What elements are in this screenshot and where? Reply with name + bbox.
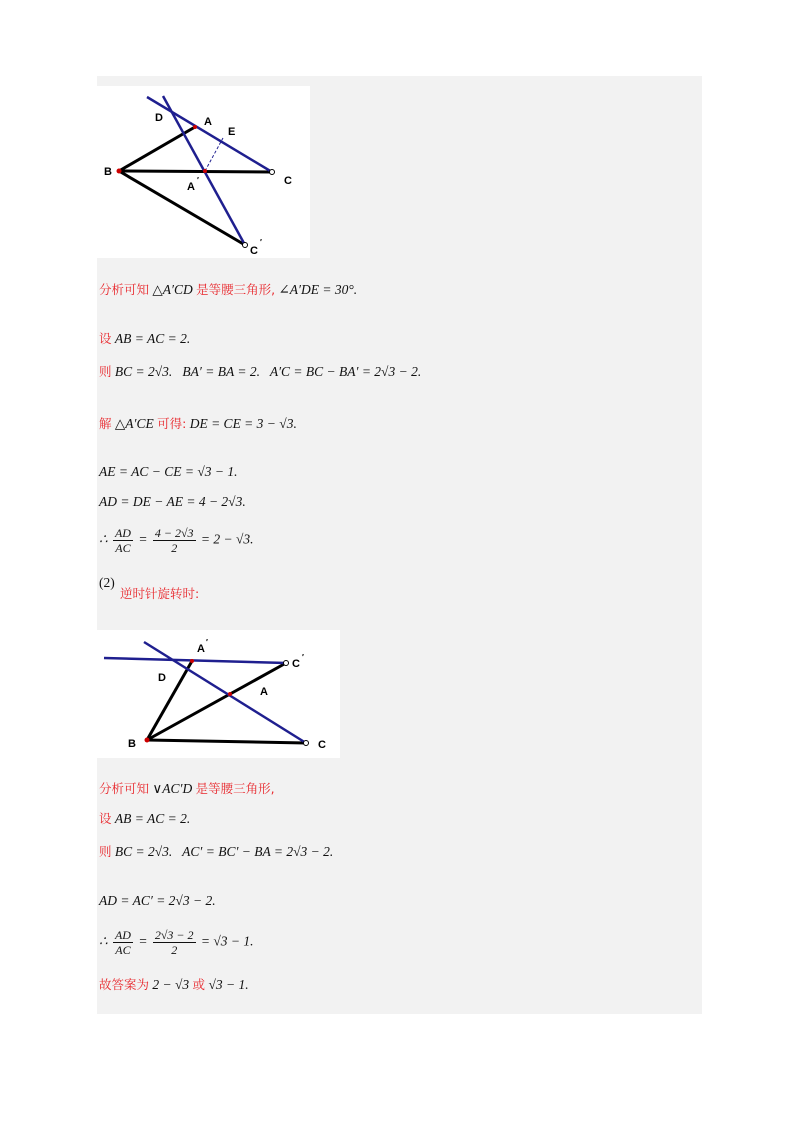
math-therefore: ∴ bbox=[99, 531, 108, 547]
line-DC bbox=[147, 97, 272, 172]
text-then: 则 bbox=[99, 364, 112, 379]
math-equals: = bbox=[138, 531, 148, 547]
math-equals: = bbox=[138, 933, 148, 949]
part2-line4 bbox=[99, 892, 216, 910]
figure-2 bbox=[97, 630, 340, 758]
math-triangle-ACE: △A′CE bbox=[114, 416, 154, 431]
point-B bbox=[145, 738, 150, 743]
text-isosceles: 是等腰三角形, bbox=[196, 282, 276, 297]
frac-denominator: 2 bbox=[171, 541, 178, 555]
part1-line5 bbox=[99, 463, 237, 481]
part2-line1 bbox=[99, 780, 275, 798]
label-C-prime-mark: ′ bbox=[302, 653, 304, 662]
math-bc: BC = 2√3. BA′ = BA = 2. A′C = BC − BA′ = 2√3 − 2. bbox=[114, 364, 422, 379]
text-obtain: 可得: bbox=[157, 416, 187, 431]
part1-line3 bbox=[99, 363, 421, 381]
math-ab-ac: AB = AC = 2. bbox=[114, 811, 191, 826]
frac-numerator: 2√3 − 2 bbox=[154, 928, 194, 942]
dashed-A-prime-E bbox=[205, 138, 223, 171]
text-let: 设 bbox=[99, 331, 112, 346]
label-A-prime: A bbox=[187, 181, 195, 193]
part-number: (2) bbox=[99, 575, 115, 590]
point-C bbox=[270, 170, 275, 175]
frac-numerator: 4 − 2√3 bbox=[154, 526, 194, 540]
math-result: = 2 − √3. bbox=[200, 531, 254, 547]
segment-BC bbox=[119, 171, 272, 172]
text-or: 或 bbox=[192, 977, 206, 992]
label-A-prime-mark: ′ bbox=[206, 638, 208, 647]
label-D: D bbox=[155, 112, 163, 124]
part2-line5 bbox=[99, 928, 254, 957]
part1-line7 bbox=[99, 526, 254, 555]
math-angle: ∠A′DE = 30°. bbox=[278, 282, 358, 297]
math-triangle-ACD: △A′CD bbox=[152, 282, 193, 297]
label-A-prime-mark: ′ bbox=[197, 176, 199, 185]
label-C: C bbox=[284, 175, 292, 187]
geometry-diagram-2 bbox=[97, 630, 340, 758]
label-A-prime: A bbox=[197, 643, 205, 655]
label-B: B bbox=[128, 738, 136, 750]
part2-line3 bbox=[99, 843, 333, 861]
part1-line4 bbox=[99, 415, 297, 433]
text-analysis-prefix: 分析可知 bbox=[99, 282, 150, 297]
text-then: 则 bbox=[99, 844, 112, 859]
label-D: D bbox=[158, 672, 166, 684]
math-ae: AE = AC − CE = √3 − 1. bbox=[99, 464, 238, 479]
math-bc: BC = 2√3. AC′ = BC′ − BA = 2√3 − 2. bbox=[114, 844, 334, 859]
geometry-diagram-1 bbox=[97, 86, 310, 258]
text-solve: 解 bbox=[99, 416, 112, 431]
frac-numerator: AD bbox=[114, 928, 131, 942]
math-result: = √3 − 1. bbox=[200, 933, 254, 949]
part2-title bbox=[120, 585, 199, 603]
label-C-prime: C bbox=[250, 245, 258, 257]
part1-line1 bbox=[99, 281, 357, 299]
point-B bbox=[117, 169, 122, 174]
point-A-prime bbox=[190, 659, 194, 663]
text-let: 设 bbox=[99, 811, 112, 826]
point-C-prime bbox=[243, 243, 248, 248]
segment-BC-prime bbox=[119, 171, 245, 245]
point-A-prime bbox=[203, 169, 207, 173]
label-C: C bbox=[318, 739, 326, 751]
text-isosceles: 是等腰三角形, bbox=[195, 781, 275, 796]
point-C-prime bbox=[284, 661, 289, 666]
label-E: E bbox=[228, 126, 236, 138]
frac-denominator: AC bbox=[115, 541, 131, 555]
frac-denominator: AC bbox=[115, 943, 131, 957]
label-A: A bbox=[204, 116, 212, 128]
label-A: A bbox=[260, 686, 268, 698]
part2-number bbox=[99, 574, 115, 592]
part1-line2 bbox=[99, 330, 190, 348]
math-de-ce: DE = CE = 3 − √3. bbox=[189, 416, 297, 431]
fraction-value bbox=[153, 526, 196, 555]
math-ad: AD = AC′ = 2√3 − 2. bbox=[99, 893, 216, 908]
segment-BC bbox=[147, 740, 306, 743]
fraction-value bbox=[153, 928, 196, 957]
math-answer-2: √3 − 1. bbox=[208, 977, 249, 992]
math-ab-ac: AB = AC = 2. bbox=[114, 331, 191, 346]
point-C bbox=[304, 741, 309, 746]
part1-line6 bbox=[99, 493, 246, 511]
math-ad: AD = DE − AE = 4 − 2√3. bbox=[99, 494, 246, 509]
text-counterclockwise: 逆时针旋转时: bbox=[120, 586, 200, 601]
figure-1 bbox=[97, 86, 310, 258]
fraction-ad-ac bbox=[113, 928, 133, 957]
label-C-prime-mark: ′ bbox=[260, 238, 262, 247]
label-C-prime: C bbox=[292, 658, 300, 670]
math-therefore: ∴ bbox=[99, 933, 108, 949]
frac-denominator: 2 bbox=[171, 943, 178, 957]
math-triangle-ACD: ∨AC′D bbox=[152, 781, 193, 796]
fraction-ad-ac bbox=[113, 526, 133, 555]
point-A bbox=[228, 692, 232, 696]
label-B: B bbox=[104, 166, 112, 178]
part2-line2 bbox=[99, 810, 190, 828]
point-A bbox=[193, 125, 197, 129]
frac-numerator: AD bbox=[114, 526, 131, 540]
text-answer-prefix: 故答案为 bbox=[99, 977, 150, 992]
part2-answer bbox=[99, 976, 249, 994]
text-analysis-prefix: 分析可知 bbox=[99, 781, 150, 796]
line-A-prime-C-prime bbox=[104, 658, 286, 663]
math-answer-1: 2 − √3 bbox=[152, 977, 190, 992]
